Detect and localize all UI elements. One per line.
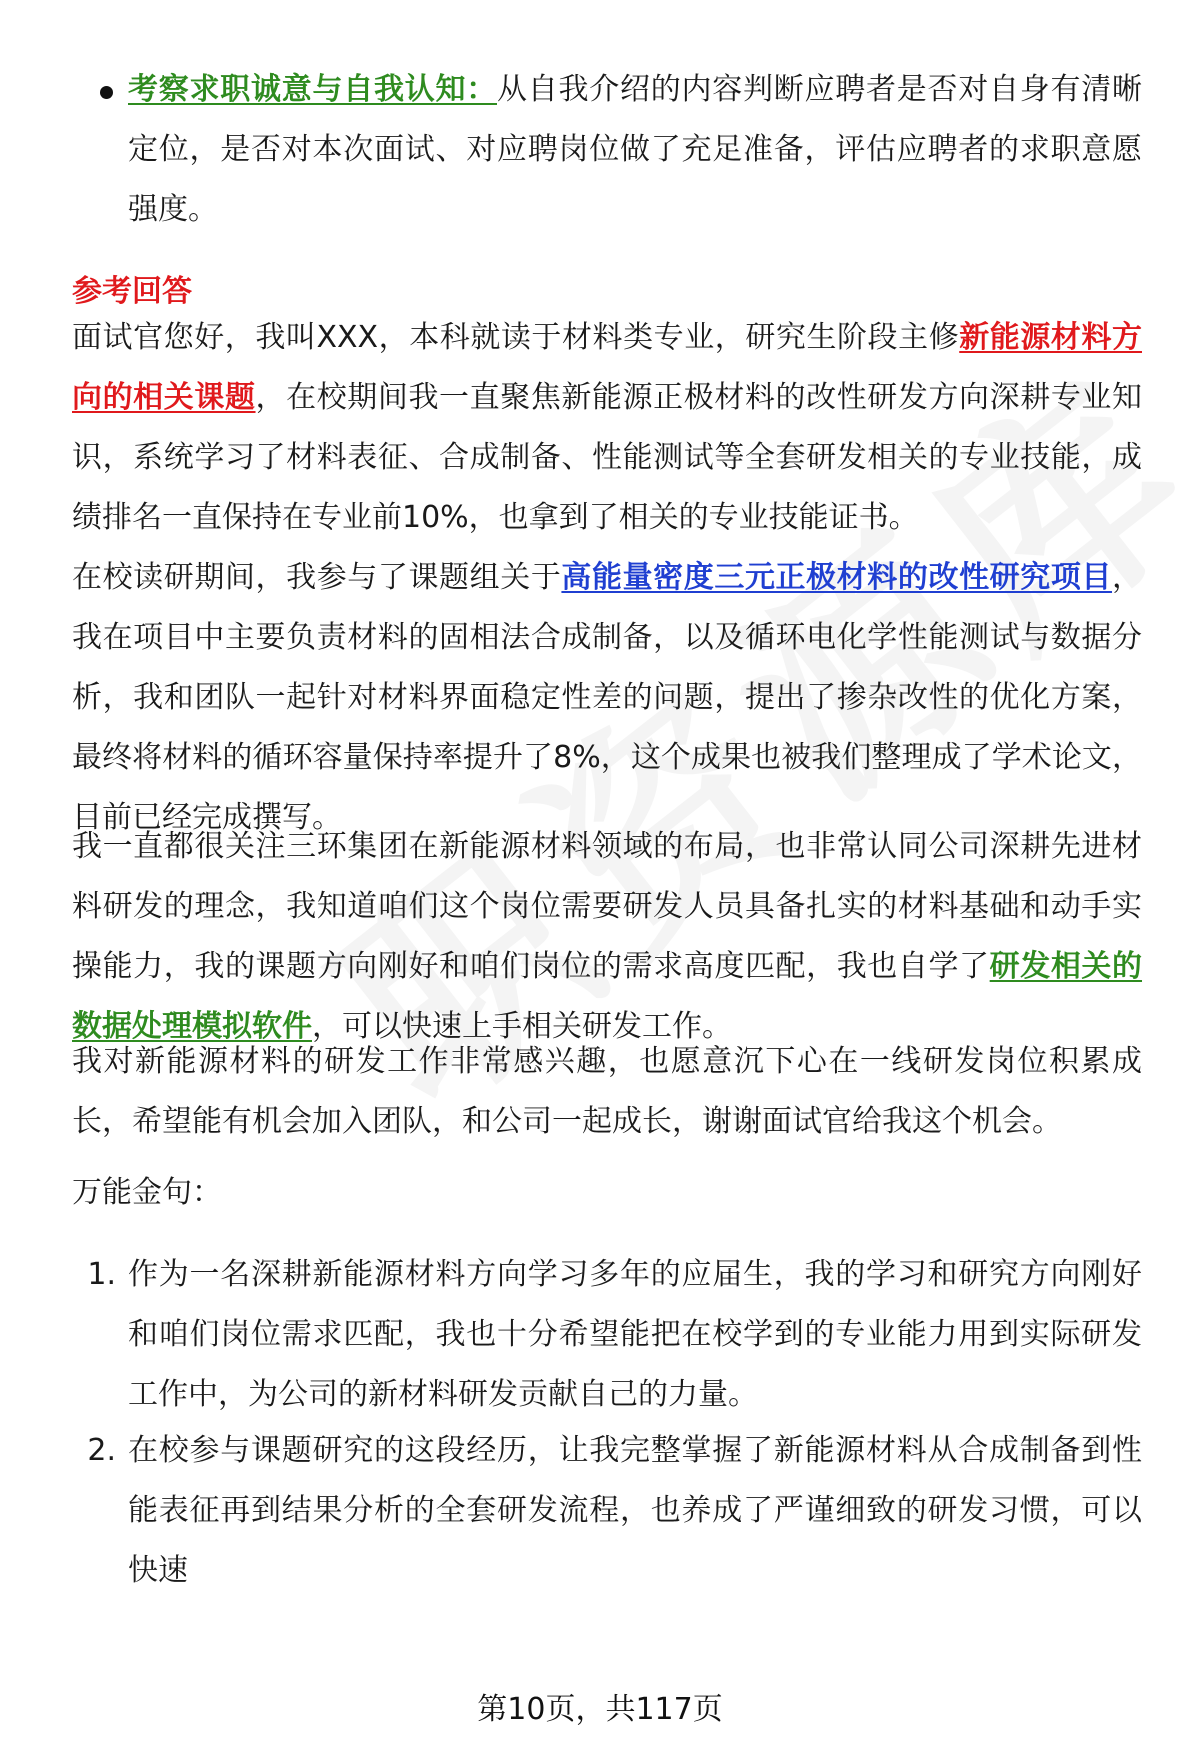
highlight-red: 新能源材料方向的相关课题 (72, 320, 1142, 415)
paragraph-text: 面试官您好，我叫XXX，本科就读于材料类专业，研究生阶段主修 (72, 320, 960, 355)
highlight-green: 研发相关的数据处理模拟软件 (72, 949, 1143, 1044)
paragraph-text: ，可以快速上手相关研发工作。 (312, 1009, 732, 1044)
answer-paragraph-3 (72, 817, 1142, 1057)
list-text: 在校参与课题研究的这段经历，让我完整掌握了新能源材料从合成制备到性能表征再到结果分析的全套研发流程，也养成了严谨细致的研发习惯，可以快速 (128, 1433, 1142, 1588)
highlight-blue: 高能量密度三元正极材料的改性研究项目 (561, 560, 1113, 595)
bullet-body: 从自我介绍的内容判断应聘者是否对自身有清晰定位，是否对本次面试、对应聘岗位做了充足准备，评估应聘者的求职意愿强度。 (128, 72, 1142, 227)
list-item (87, 1245, 1142, 1425)
list-item (87, 1421, 1142, 1601)
bullet-label: 考察求职诚意与自我认知： (128, 72, 497, 107)
list-text: 作为一名深耕新能源材料方向学习多年的应届生，我的学习和研究方向刚好和咱们岗位需求匹配，我也十分希望能把在校学到的专业能力用到实际研发工作中，为公司的新材料研发贡献自己的力量。 (128, 1257, 1142, 1412)
paragraph-text: 在校读研期间，我参与了课题组关于 (72, 560, 562, 595)
bullet-text (128, 60, 1142, 240)
paragraph-text: ，在校期间我一直聚焦新能源正极材料的改性研发方向深耕专业知识，系统学习了材料表征、合成制备、性能测试等全套研发相关的专业技能，成绩排名一直保持在专业前10%，也拿到了相关的专业技能证书。 (72, 380, 1143, 535)
list-number: 2. (87, 1433, 116, 1468)
list-number: 1. (87, 1257, 116, 1292)
page-footer: 第10页，共117页 (477, 1692, 723, 1727)
paragraph-text: 我一直都很关注三环集团在新能源材料领域的布局，也非常认同公司深耕先进材料研发的理念，我知道咱们这个岗位需要研发人员具备扎实的材料基础和动手实操能力，我的课题方向刚好和咱们岗位的需求高度匹配，我也自学了 (72, 829, 1142, 984)
bullet-item (72, 60, 1142, 240)
golden-list (72, 1245, 1142, 1601)
answer-paragraph-1 (72, 308, 1142, 548)
answer-paragraph-2 (72, 548, 1142, 848)
paragraph-text: ，我在项目中主要负责材料的固相法合成制备，以及循环电化学性能测试与数据分析，我和团队一起针对材料界面稳定性差的问题，提出了掺杂改性的优化方案，最终将材料的循环容量保持率提升了8%，这个成果也被我们整理成了学术论文，目前已经完成撰写。 (72, 560, 1143, 835)
bullet-dot-icon (100, 86, 113, 99)
section-heading: 参考回答 (72, 274, 192, 309)
golden-heading: 万能金句： (72, 1175, 222, 1210)
answer-paragraph-4: 我对新能源材料的研发工作非常感兴趣，也愿意沉下心在一线研发岗位积累成长，希望能有机会加入团队，和公司一起成长，谢谢面试官给我这个机会。 (72, 1044, 1142, 1139)
